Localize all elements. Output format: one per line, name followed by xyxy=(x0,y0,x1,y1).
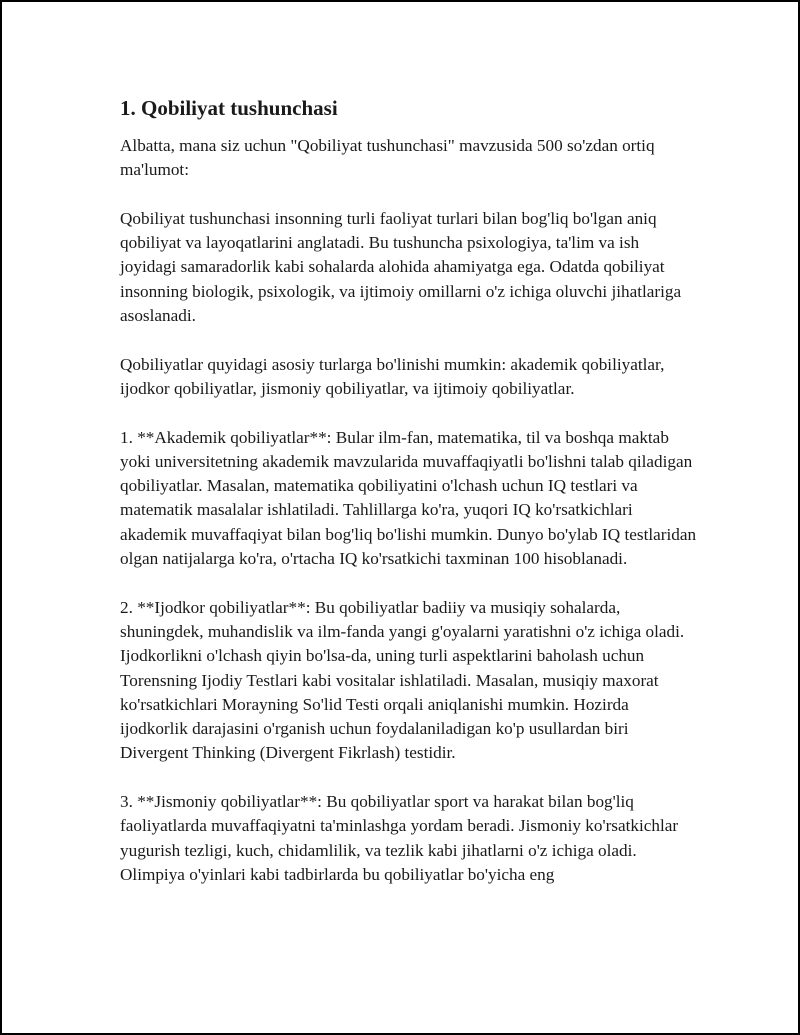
types-paragraph: Qobiliyatlar quyidagi asosiy turlarga bo'linishi mumkin: akademik qobiliyatlar, ijodkor qobiliyatlar, jismoniy qobiliyatlar, va ijtimoiy qobiliyatlar. xyxy=(120,354,665,398)
definition-paragraph: Qobiliyat tushunchasi insonning turli faoliyat turlari bilan bog'liq bo'lgan aniq qobiliyat va layoqatlarini anglatadi. Bu tushuncha psixologiya, ta'lim va ish joyidagi samaradorlik kabi sohalarda alohida ahamiyatga ega. Odatda qobiliyat insonning biologik, psixologik, va ijtimoiy omillarni o'z ichiga oluvchi jihatlariga asoslanadi. xyxy=(120,208,682,326)
intro-paragraph: Albatta, mana siz uchun "Qobiliyat tushunchasi" mavzusida 500 so'zdan ortiq ma'lumot: xyxy=(120,136,655,180)
page-title: 1. Qobiliyat tushunchasi xyxy=(120,96,338,120)
document-body xyxy=(120,94,698,912)
academic-abilities-paragraph: 1. **Akademik qobiliyatlar**: Bular ilm-fan, matematika, til va boshqa maktab yoki universitetning akademik mavzularida muvaffaqiyatli bo'lishni talab qiladigan qobiliyatlar. Masalan, matematika qobiliyatini o'lchash uchun IQ testlari va matematik masalalar ishlatiladi. Tahlillarga ko'ra, yuqori IQ ko'rsatkichlari akademik muvaffaqiyat bilan bog'liq bo'lishi mumkin. Dunyo bo'ylab IQ testlaridan olgan natijalarga ko'ra, o'rtacha IQ ko'rsatkichi taxminan 100 hisoblanadi. xyxy=(120,427,697,569)
physical-abilities-paragraph: 3. **Jismoniy qobiliyatlar**: Bu qobiliyatlar sport va harakat bilan bog'liq faoliyatlarda muvaffaqiyatni ta'minlashga yordam beradi. Jismoniy ko'rsatkichlar yugurish tezligi, kuch, chidamlilik, va tezlik kabi jihatlarni o'z ichiga oladi. Olimpiya o'yinlari kabi tadbirlarda bu qobiliyatlar bo'yicha eng xyxy=(120,792,679,884)
creative-abilities-paragraph: 2. **Ijodkor qobiliyatlar**: Bu qobiliyatlar badiiy va musiqiy sohalarda, shuningdek, muhandislik va ilm-fanda yangi g'oyalarni yaratishni o'z ichiga oladi. Ijodkorlikni o'lchash qiyin bo'lsa-da, uning turli aspektlarini baholash uchun Torensning Ijodiy Testlari kabi vositalar ishlatiladi. Masalan, musiqiy maxorat ko'rsatkichlari Morayning So'lid Testi orqali aniqlanishi mumkin. Hozirda ijodkorlik darajasini o'rganish uchun foydalaniladigan ko'p usullardan biri Divergent Thinking (Divergent Fikrlash) testidir. xyxy=(120,597,685,763)
